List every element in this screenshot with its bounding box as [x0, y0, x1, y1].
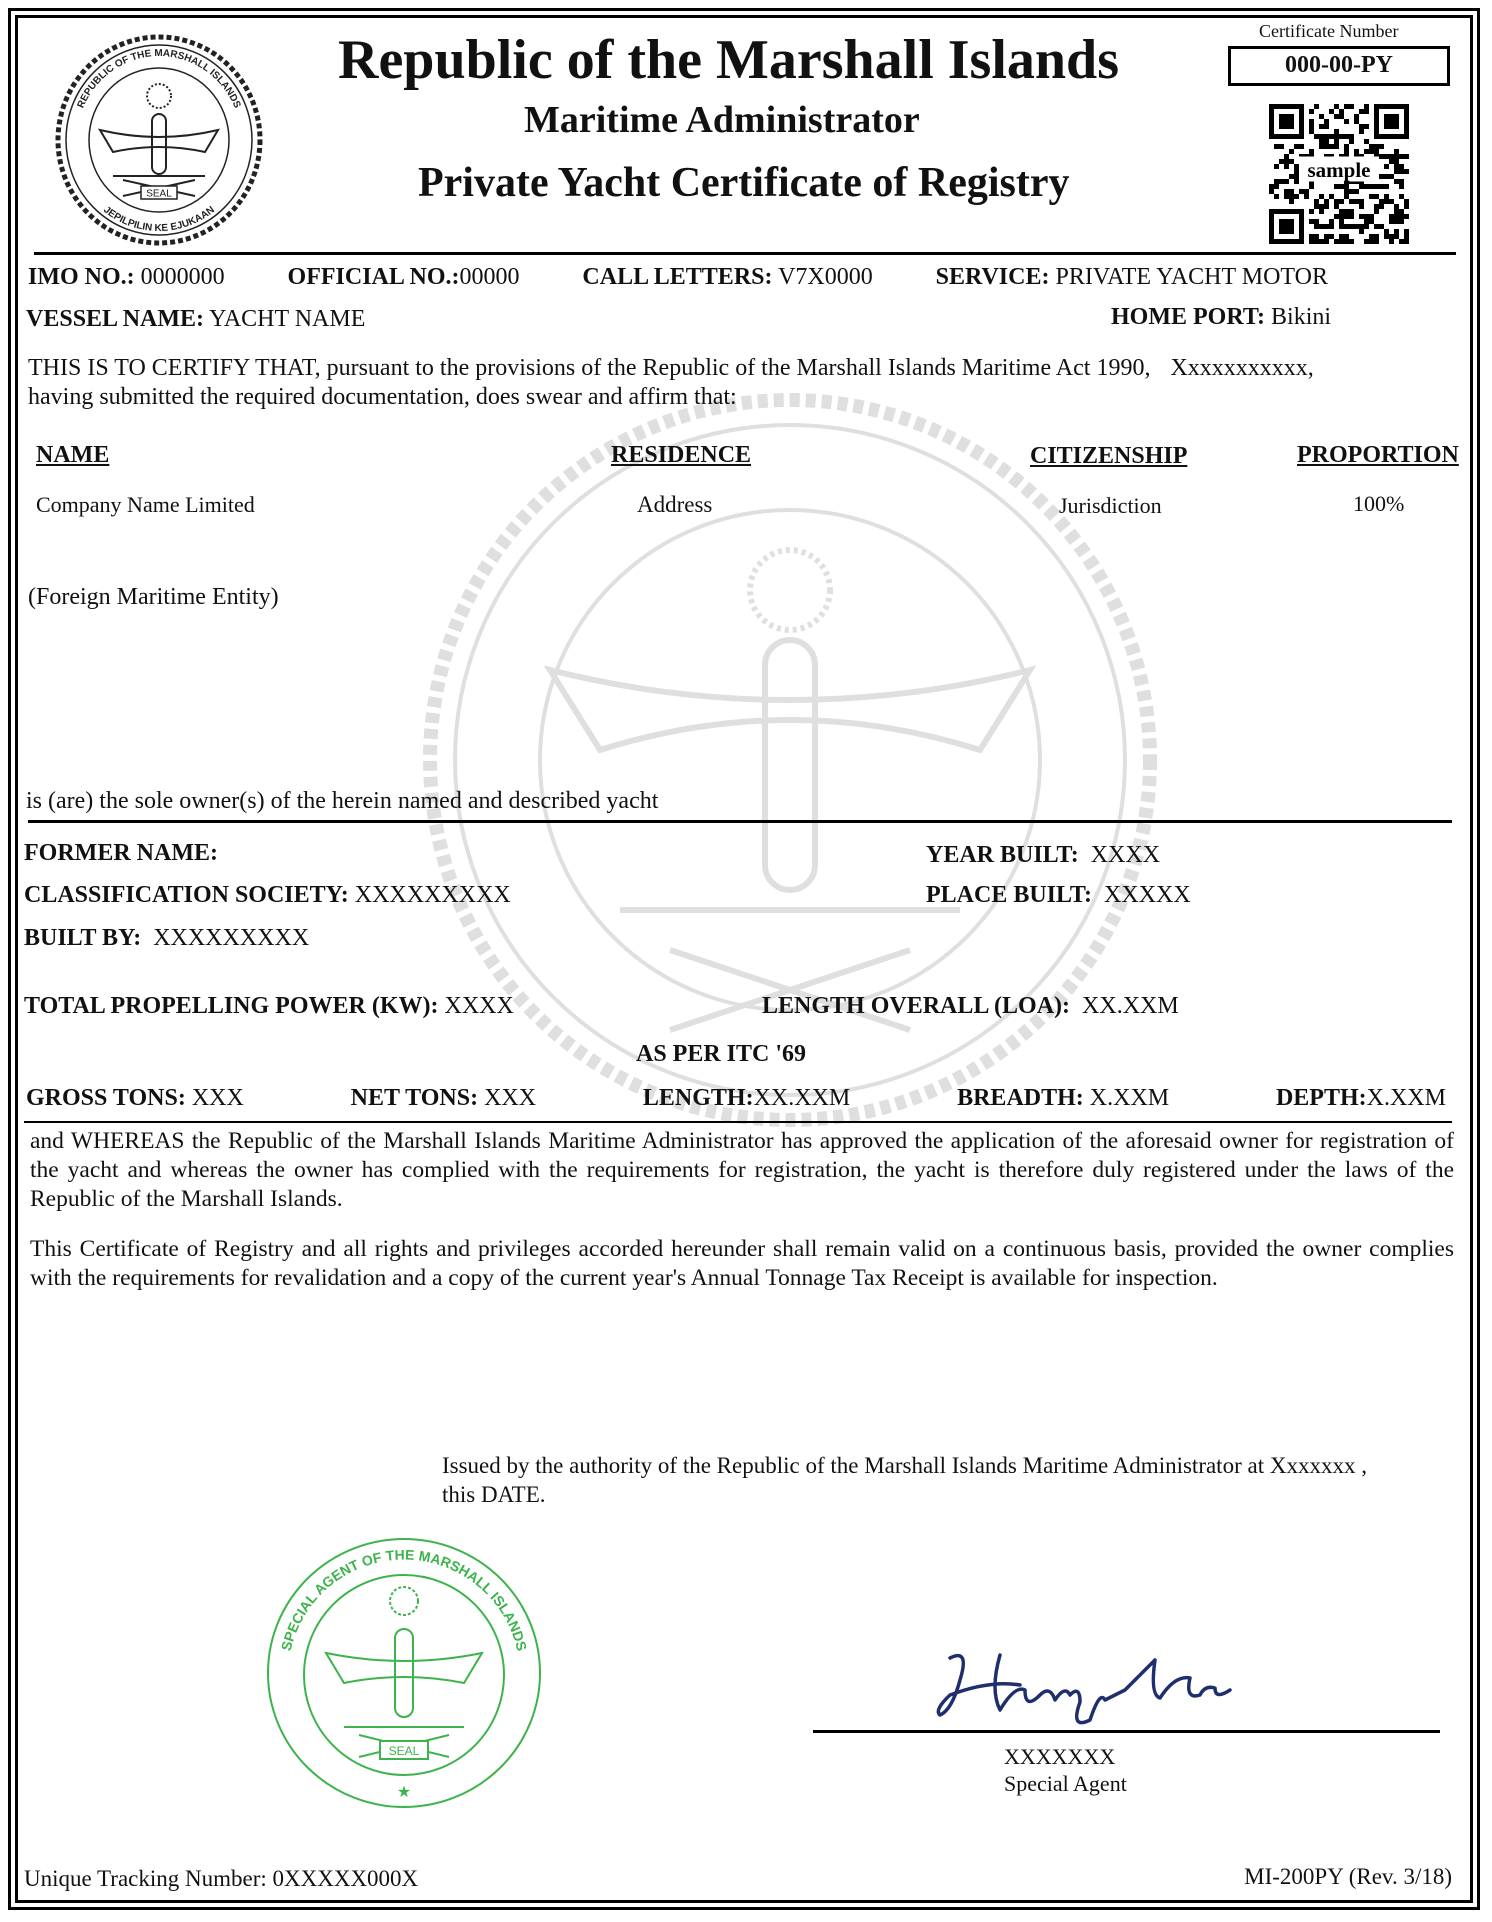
- depth: DEPTH:X.XXM: [1275, 1085, 1446, 1111]
- signature-line: [813, 1730, 1440, 1733]
- qr-module: [1344, 209, 1349, 214]
- qr-module: [1374, 184, 1379, 189]
- qr-module: [1369, 194, 1374, 199]
- qr-module: [1394, 164, 1399, 169]
- qr-module: [1369, 219, 1374, 224]
- qr-module: [1354, 119, 1359, 124]
- qr-module: [1314, 234, 1319, 239]
- qr-module: [1389, 219, 1394, 224]
- qr-module: [1289, 199, 1294, 204]
- total-propelling-power: TOTAL PROPELLING POWER (KW): XXXX: [24, 993, 514, 1019]
- qr-module: [1399, 184, 1404, 189]
- qr-module: [1369, 184, 1374, 189]
- owner-name: Xxxxxxxxxxx,: [1170, 355, 1314, 381]
- issued-place: Xxxxxxx ,: [1269, 1453, 1367, 1478]
- qr-module: [1369, 149, 1374, 154]
- qr-module: [1334, 139, 1339, 144]
- qr-module: [1329, 224, 1334, 229]
- qr-module: [1404, 214, 1409, 219]
- qr-module: [1394, 229, 1399, 234]
- dimensions-row: [26, 1085, 1446, 1112]
- qr-module: [1354, 189, 1359, 194]
- qr-module: [1364, 109, 1369, 114]
- qr-module: [1374, 144, 1379, 149]
- qr-module: [1364, 124, 1369, 129]
- entity-note: (Foreign Maritime Entity): [28, 584, 279, 610]
- call-letters: CALL LETTERS: V7X0000: [582, 264, 873, 290]
- qr-module: [1274, 194, 1279, 199]
- special-agent-seal: [264, 1535, 544, 1811]
- qr-module: [1394, 179, 1399, 184]
- breadth: BREADTH: X.XXM: [957, 1085, 1170, 1111]
- qr-module: [1384, 234, 1389, 239]
- qr-module: [1399, 154, 1404, 159]
- qr-module: [1359, 204, 1364, 209]
- qr-module: [1399, 164, 1404, 169]
- qr-module: [1334, 134, 1339, 139]
- qr-module: [1279, 159, 1284, 164]
- qr-module: [1294, 164, 1299, 169]
- qr-module: [1319, 209, 1324, 214]
- qr-module: [1394, 149, 1399, 154]
- qr-finder: [1279, 114, 1294, 129]
- particulars-divider: [24, 1121, 1452, 1123]
- built-by: BUILT BY: XXXXXXXXX: [24, 925, 310, 951]
- qr-module: [1359, 214, 1364, 219]
- registration-paragraph: and WHEREAS the Republic of the Marshall Islands Maritime Administrator has approved the application of the aforesaid owner for registration of the yacht and whereas the owner has complied with the requirements for registration, the yacht is therefore duly registered under the laws of the Republic of the Marshall Islands.: [30, 1128, 1454, 1212]
- owner-citizenship-cell: Jurisdiction: [1059, 493, 1162, 518]
- qr-module: [1309, 109, 1314, 114]
- qr-module: [1334, 199, 1339, 204]
- qr-module: [1364, 149, 1369, 154]
- qr-module: [1404, 169, 1409, 174]
- qr-module: [1299, 189, 1304, 194]
- qr-module: [1379, 199, 1384, 204]
- qr-module: [1399, 219, 1404, 224]
- qr-module: [1334, 104, 1339, 109]
- former-name: FORMER NAME:: [24, 840, 218, 866]
- qr-module: [1404, 154, 1409, 159]
- signatory-title: Special Agent: [1004, 1771, 1127, 1796]
- qr-module: [1309, 129, 1314, 134]
- year-built: YEAR BUILT: XXXX: [926, 842, 1161, 868]
- qr-module: [1319, 224, 1324, 229]
- qr-module: [1404, 229, 1409, 234]
- qr-module: [1319, 139, 1324, 144]
- qr-module: [1374, 209, 1379, 214]
- qr-module: [1354, 224, 1359, 229]
- qr-module: [1364, 239, 1369, 244]
- qr-module: [1399, 194, 1404, 199]
- qr-module: [1329, 134, 1334, 139]
- qr-module: [1314, 239, 1319, 244]
- official-number: OFFICIAL NO.:00000: [287, 264, 520, 290]
- qr-module: [1274, 179, 1279, 184]
- qr-module: [1359, 124, 1364, 129]
- qr-module: [1399, 214, 1404, 219]
- qr-finder: [1279, 219, 1294, 234]
- qr-module: [1394, 209, 1399, 214]
- qr-module: [1324, 144, 1329, 149]
- qr-module: [1349, 189, 1354, 194]
- qr-module: [1344, 184, 1349, 189]
- qr-module: [1344, 194, 1349, 199]
- qr-module: [1344, 149, 1349, 154]
- qr-module: [1309, 239, 1314, 244]
- qr-module: [1309, 234, 1314, 239]
- qr-module: [1339, 214, 1344, 219]
- header-proportion: PROPORTION: [1297, 442, 1459, 468]
- document-title: Private Yacht Certificate of Registry: [418, 160, 1070, 206]
- svg-text:SEAL: SEAL: [388, 1744, 420, 1758]
- qr-module: [1379, 204, 1384, 209]
- net-tons: NET TONS: XXX: [350, 1085, 537, 1111]
- issued-line-1: Issued by the authority of the Republic of the Marshall Islands Maritime Administrator at Xxxxxxx ,: [442, 1453, 1367, 1478]
- certify-line-2: having submitted the required documentation, does swear and affirm that:: [28, 384, 737, 410]
- imo-number: IMO NO.: 0000000: [28, 264, 225, 290]
- qr-module: [1374, 224, 1379, 229]
- qr-module: [1379, 144, 1384, 149]
- qr-module: [1359, 109, 1364, 114]
- qr-module: [1354, 114, 1359, 119]
- qr-module: [1369, 239, 1374, 244]
- svg-text:REPUBLIC OF THE MARSHALL ISLAN: REPUBLIC OF THE MARSHALL ISLANDS: [75, 47, 243, 110]
- qr-module: [1344, 234, 1349, 239]
- sole-owner-statement: is (are) the sole owner(s) of the herein named and described yacht: [26, 788, 659, 814]
- qr-module: [1309, 119, 1314, 124]
- qr-module: [1399, 169, 1404, 174]
- qr-module: [1284, 159, 1289, 164]
- qr-module: [1354, 149, 1359, 154]
- qr-module: [1374, 194, 1379, 199]
- certificate-number-label: Certificate Number: [1259, 21, 1399, 41]
- qr-module: [1279, 144, 1284, 149]
- qr-module: [1279, 179, 1284, 184]
- qr-module: [1324, 134, 1329, 139]
- qr-module: [1284, 154, 1289, 159]
- qr-module: [1319, 239, 1324, 244]
- owner-proportion-cell: 100%: [1353, 491, 1405, 516]
- qr-module: [1389, 174, 1394, 179]
- qr-module: [1364, 104, 1369, 109]
- svg-text:JEPILPILIN KE EJUKAAN: JEPILPILIN KE EJUKAAN: [101, 204, 217, 235]
- page-title: Republic of the Marshall Islands: [338, 29, 1119, 91]
- qr-module: [1349, 199, 1354, 204]
- qr-module: [1269, 189, 1274, 194]
- qr-module: [1349, 224, 1354, 229]
- qr-module: [1299, 144, 1304, 149]
- qr-module: [1379, 224, 1384, 229]
- qr-module: [1334, 214, 1339, 219]
- qr-module: [1289, 194, 1294, 199]
- qr-module: [1394, 204, 1399, 209]
- qr-module: [1384, 229, 1389, 234]
- qr-module: [1309, 209, 1314, 214]
- place-built: PLACE BUILT: XXXXX: [926, 882, 1191, 908]
- qr-module: [1359, 184, 1364, 189]
- qr-module: [1309, 124, 1314, 129]
- qr-module: [1334, 204, 1339, 209]
- gross-tons: GROSS TONS: XXX: [26, 1085, 244, 1111]
- qr-module: [1369, 234, 1374, 239]
- service: SERVICE: PRIVATE YACHT MOTOR: [935, 264, 1328, 290]
- qr-module: [1399, 239, 1404, 244]
- qr-module: [1394, 154, 1399, 159]
- signatory-name: XXXXXXX: [1004, 1744, 1116, 1769]
- classification-society: CLASSIFICATION SOCIETY: XXXXXXXXX: [24, 882, 511, 908]
- qr-module: [1359, 224, 1364, 229]
- qr-module: [1304, 194, 1309, 199]
- qr-module: [1324, 234, 1329, 239]
- qr-module: [1269, 184, 1274, 189]
- qr-module: [1324, 239, 1329, 244]
- length-overall: LENGTH OVERALL (LOA): XX.XXM: [762, 993, 1179, 1019]
- svg-text:SPECIAL AGENT OF THE MARSHALL: SPECIAL AGENT OF THE MARSHALL ISLANDS: [277, 1546, 531, 1653]
- qr-module: [1364, 184, 1369, 189]
- certificate-number: 000-00-PY: [1285, 52, 1393, 78]
- qr-module: [1284, 194, 1289, 199]
- validity-paragraph: This Certificate of Registry and all rights and privileges accorded hereunder shall remain valid on a continuous basis, provided the owner complies with the requirements for revalidation and a copy of the current year's Annual Tonnage Tax Receipt is available for inspection.: [30, 1236, 1454, 1291]
- qr-module: [1294, 179, 1299, 184]
- qr-module: [1389, 199, 1394, 204]
- svg-text:SEAL: SEAL: [146, 188, 172, 200]
- issued-line-2: this DATE.: [442, 1482, 546, 1507]
- svg-text:sample: sample: [1307, 158, 1371, 182]
- qr-module: [1354, 199, 1359, 204]
- qr-module: [1374, 239, 1379, 244]
- qr-module: [1324, 204, 1329, 209]
- qr-module: [1314, 134, 1319, 139]
- qr-module: [1349, 134, 1354, 139]
- qr-module: [1394, 159, 1399, 164]
- qr-module: [1384, 184, 1389, 189]
- qr-module: [1389, 234, 1394, 239]
- length: LENGTH:XX.XXM: [642, 1085, 851, 1111]
- qr-module: [1364, 219, 1369, 224]
- qr-module: [1389, 239, 1394, 244]
- qr-module: [1384, 199, 1389, 204]
- qr-code: [1269, 104, 1409, 244]
- home-port: HOME PORT: Bikini: [1111, 304, 1332, 330]
- qr-module: [1314, 219, 1319, 224]
- qr-module: [1289, 189, 1294, 194]
- qr-module: [1319, 134, 1324, 139]
- qr-module: [1319, 124, 1324, 129]
- qr-module: [1344, 144, 1349, 149]
- header-citizenship: CITIZENSHIP: [1030, 443, 1188, 469]
- qr-module: [1319, 114, 1324, 119]
- qr-module: [1344, 214, 1349, 219]
- qr-finder: [1384, 114, 1399, 129]
- qr-module: [1339, 224, 1344, 229]
- certify-line-1: THIS IS TO CERTIFY THAT, pursuant to the provisions of the Republic of the Marshall Islands Maritime Act 1990, Xxxxxxxxxxx,: [28, 355, 1314, 381]
- qr-module: [1339, 239, 1344, 244]
- qr-module: [1344, 239, 1349, 244]
- qr-module: [1339, 234, 1344, 239]
- qr-module: [1384, 174, 1389, 179]
- qr-module: [1309, 219, 1314, 224]
- qr-module: [1334, 114, 1339, 119]
- owners-divider: [28, 820, 1452, 823]
- qr-module: [1384, 194, 1389, 199]
- qr-module: [1394, 219, 1399, 224]
- qr-module: [1344, 134, 1349, 139]
- qr-module: [1289, 174, 1294, 179]
- header-residence: RESIDENCE: [611, 442, 752, 468]
- qr-module: [1374, 234, 1379, 239]
- qr-module: [1294, 194, 1299, 199]
- qr-module: [1284, 189, 1289, 194]
- qr-module: [1399, 179, 1404, 184]
- qr-module: [1284, 179, 1289, 184]
- qr-module: [1379, 184, 1384, 189]
- vessel-name: VESSEL NAME: YACHT NAME: [26, 306, 366, 332]
- qr-module: [1339, 134, 1344, 139]
- qr-module: [1324, 124, 1329, 129]
- qr-module: [1294, 174, 1299, 179]
- qr-module: [1329, 109, 1334, 114]
- qr-module: [1339, 184, 1344, 189]
- qr-module: [1314, 204, 1319, 209]
- qr-module: [1384, 154, 1389, 159]
- qr-module: [1329, 219, 1334, 224]
- qr-module: [1324, 139, 1329, 144]
- qr-module: [1314, 104, 1319, 109]
- qr-module: [1404, 199, 1409, 204]
- qr-module: [1394, 234, 1399, 239]
- qr-module: [1329, 194, 1334, 199]
- qr-module: [1274, 184, 1279, 189]
- itc-note: AS PER ITC '69: [636, 1041, 807, 1067]
- qr-module: [1284, 164, 1289, 169]
- qr-module: [1304, 189, 1309, 194]
- qr-module: [1364, 214, 1369, 219]
- form-number: MI-200PY (Rev. 3/18): [1244, 1864, 1452, 1889]
- qr-module: [1349, 139, 1354, 144]
- qr-module: [1359, 199, 1364, 204]
- qr-module: [1339, 219, 1344, 224]
- qr-module: [1349, 239, 1354, 244]
- owner-residence-cell: Address: [637, 492, 713, 517]
- qr-module: [1374, 149, 1379, 154]
- header-divider: [34, 252, 1456, 255]
- qr-module: [1294, 144, 1299, 149]
- qr-module: [1274, 164, 1279, 169]
- qr-module: [1404, 239, 1409, 244]
- qr-module: [1404, 234, 1409, 239]
- signature: [930, 1640, 1260, 1730]
- qr-module: [1334, 144, 1339, 149]
- qr-module: [1404, 204, 1409, 209]
- vessel-row: [28, 264, 1328, 291]
- qr-module: [1369, 144, 1374, 149]
- qr-module: [1294, 169, 1299, 174]
- qr-module: [1324, 199, 1329, 204]
- qr-module: [1309, 184, 1314, 189]
- tracking-number: Unique Tracking Number: 0XXXXX000X: [24, 1866, 419, 1891]
- issued-block: [442, 1451, 1462, 1509]
- qr-module: [1344, 119, 1349, 124]
- qr-module: [1394, 169, 1399, 174]
- qr-module: [1364, 224, 1369, 229]
- qr-module: [1379, 174, 1384, 179]
- qr-module: [1289, 149, 1294, 154]
- qr-module: [1389, 159, 1394, 164]
- qr-module: [1359, 129, 1364, 134]
- qr-module: [1389, 214, 1394, 219]
- qr-module: [1334, 129, 1339, 134]
- certificate-number-box: [1228, 46, 1450, 86]
- qr-module: [1349, 214, 1354, 219]
- qr-module: [1319, 204, 1324, 209]
- qr-module: [1274, 144, 1279, 149]
- qr-module: [1339, 114, 1344, 119]
- qr-module: [1384, 164, 1389, 169]
- qr-module: [1314, 224, 1319, 229]
- qr-module: [1289, 159, 1294, 164]
- svg-text:★: ★: [396, 1784, 412, 1801]
- qr-module: [1334, 184, 1339, 189]
- qr-module: [1369, 214, 1374, 219]
- qr-module: [1379, 154, 1384, 159]
- qr-module: [1399, 209, 1404, 214]
- qr-module: [1339, 199, 1344, 204]
- header-name: NAME: [36, 442, 110, 468]
- qr-module: [1344, 224, 1349, 229]
- qr-module: [1334, 239, 1339, 244]
- qr-module: [1344, 189, 1349, 194]
- qr-module: [1329, 144, 1334, 149]
- qr-module: [1349, 104, 1354, 109]
- qr-module: [1344, 104, 1349, 109]
- qr-module: [1324, 224, 1329, 229]
- marshall-islands-seal: [55, 34, 263, 246]
- qr-module: [1329, 234, 1334, 239]
- qr-module: [1374, 204, 1379, 209]
- qr-module: [1359, 229, 1364, 234]
- qr-module: [1324, 119, 1329, 124]
- qr-module: [1349, 209, 1354, 214]
- page-subtitle: Maritime Administrator: [524, 99, 920, 141]
- qr-module: [1314, 199, 1319, 204]
- qr-module: [1319, 144, 1324, 149]
- qr-module: [1309, 149, 1314, 154]
- qr-module: [1319, 194, 1324, 199]
- owner-name-cell: Company Name Limited: [36, 492, 255, 517]
- qr-module: [1339, 209, 1344, 214]
- qr-module: [1394, 214, 1399, 219]
- qr-module: [1389, 154, 1394, 159]
- qr-module: [1364, 139, 1369, 144]
- qr-module: [1339, 109, 1344, 114]
